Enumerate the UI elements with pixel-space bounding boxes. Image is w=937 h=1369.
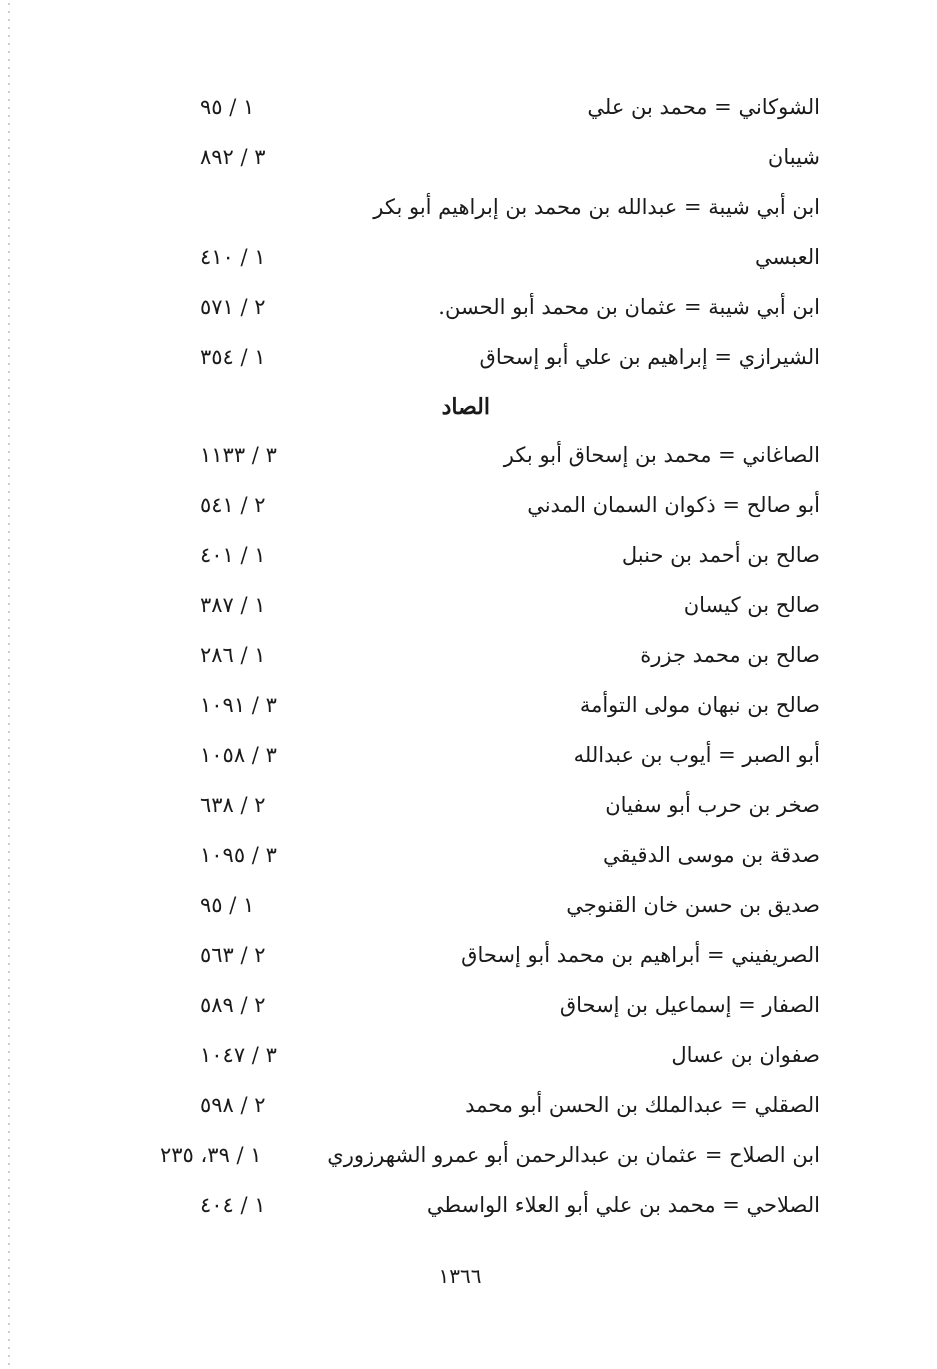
entry-name: العبسي <box>755 245 820 269</box>
index-entry <box>160 1180 820 1230</box>
entry-name: ابن أبي شيبة = عبدالله بن محمد بن إبراهيم أبو بكر <box>373 195 820 219</box>
entry-reference: ١ / ٤٠١ <box>200 543 266 567</box>
index-entry <box>160 480 820 530</box>
entry-name: الصلاحي = محمد بن علي أبو العلاء الواسطي <box>426 1193 820 1217</box>
entry-name: ابن الصلاح = عثمان بن عبدالرحمن أبو عمرو الشهرزوري <box>327 1143 820 1167</box>
index-entry <box>160 880 820 930</box>
entry-name: أبو الصبر = أيوب بن عبدالله <box>573 743 820 767</box>
entry-reference: ٣ / ١٠٩٥ <box>200 843 277 867</box>
index-entry <box>160 930 820 980</box>
index-entry <box>160 730 820 780</box>
entry-reference: ٢ / ٥٨٩ <box>200 993 266 1017</box>
entry-reference: ٢ / ٥٩٨ <box>200 1093 266 1117</box>
entry-reference: ٣ / ١٠٥٨ <box>200 743 277 767</box>
entry-name: صالح بن نبهان مولى التوأمة <box>579 693 820 717</box>
entry-reference: ٢ / ٥٧١ <box>200 295 266 319</box>
binding-gutter <box>8 0 10 1369</box>
entry-name: صالح بن أحمد بن حنبل <box>621 543 820 567</box>
entry-reference: ٣ / ١٠٤٧ <box>200 1043 277 1067</box>
entry-name: الصاغاني = محمد بن إسحاق أبو بكر <box>503 443 820 467</box>
entry-reference: ١ / ٩٥ <box>200 95 255 119</box>
entry-reference: ٣ / ٨٩٢ <box>200 145 266 169</box>
entry-reference: ٢ / ٥٦٣ <box>200 943 266 967</box>
entry-name: صالح بن كيسان <box>683 593 820 617</box>
entry-name: صفوان بن عسال <box>671 1043 820 1067</box>
entry-name: الصفار = إسماعيل بن إسحاق <box>559 993 820 1017</box>
entry-reference: ١ / ٣٩، ٢٣٥ <box>160 1143 262 1167</box>
entry-name: ابن أبي شيبة = عثمان بن محمد أبو الحسن. <box>438 295 820 319</box>
section-heading: الصاد <box>441 394 490 420</box>
entry-reference: ٢ / ٥٤١ <box>200 493 266 517</box>
entry-name: شيبان <box>767 145 820 169</box>
index-entry <box>160 282 820 332</box>
entry-reference: ١ / ٣٨٧ <box>200 593 266 617</box>
entry-name: صدقة بن موسى الدقيقي <box>603 843 820 867</box>
entry-reference: ١ / ٤٠٤ <box>200 1193 266 1217</box>
index-entry <box>160 830 820 880</box>
index-entry <box>160 630 820 680</box>
index-entry <box>160 980 820 1030</box>
index-entry <box>160 232 820 282</box>
page-number: ١٣٦٦ <box>438 1264 482 1288</box>
index-entry <box>160 530 820 580</box>
index-entry <box>160 580 820 630</box>
entry-reference: ٢ / ٦٣٨ <box>200 793 266 817</box>
entry-name: الصريفيني = أبراهيم بن محمد أبو إسحاق <box>461 943 820 967</box>
index-entry <box>160 132 820 182</box>
entry-reference: ١ / ٤١٠ <box>200 245 266 269</box>
entry-reference: ٣ / ١٠٩١ <box>200 693 277 717</box>
index-entry <box>160 82 820 132</box>
index-entry <box>160 430 820 480</box>
section-header <box>160 382 820 430</box>
index-entry <box>160 680 820 730</box>
index-entry <box>160 1130 820 1180</box>
index-entry <box>160 182 820 232</box>
entry-name: الصقلي = عبدالملك بن الحسن أبو محمد <box>465 1093 820 1117</box>
index-entry <box>160 332 820 382</box>
entry-reference: ١ / ٩٥ <box>200 893 255 917</box>
entry-reference: ٣ / ١١٣٣ <box>200 443 277 467</box>
entry-name: أبو صالح = ذكوان السمان المدني <box>527 493 820 517</box>
entry-name: الشيرازي = إبراهيم بن علي أبو إسحاق <box>479 345 820 369</box>
entry-name: صخر بن حرب أبو سفيان <box>605 793 820 817</box>
entry-name: صالح بن محمد جزرة <box>640 643 820 667</box>
entry-name: صديق بن حسن خان القنوجي <box>566 893 820 917</box>
index-entry <box>160 1030 820 1080</box>
index-list <box>160 82 820 1230</box>
entry-name: الشوكاني = محمد بن علي <box>587 95 820 119</box>
entry-reference: ١ / ٢٨٦ <box>200 643 266 667</box>
index-entry <box>160 780 820 830</box>
index-entry <box>160 1080 820 1130</box>
entry-reference: ١ / ٣٥٤ <box>200 345 266 369</box>
